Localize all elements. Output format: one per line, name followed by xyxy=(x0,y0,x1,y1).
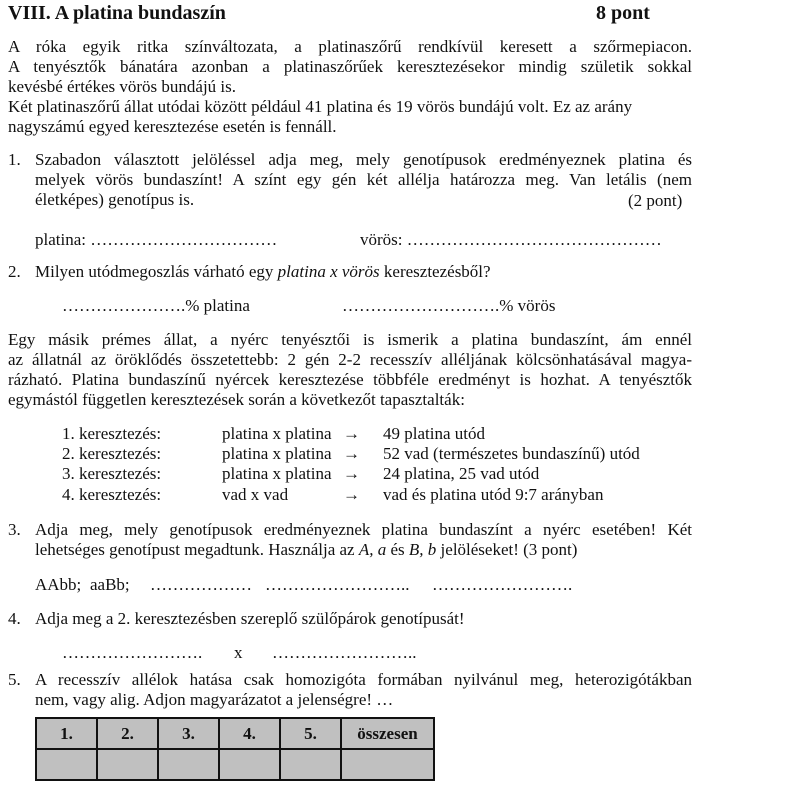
question-2-text xyxy=(35,262,491,282)
cross-parents: platina x platina xyxy=(222,444,332,463)
score-value-cell[interactable] xyxy=(219,749,280,780)
score-header-cell: 4. xyxy=(219,718,280,749)
cross-label: 1. keresztezés: xyxy=(62,424,162,443)
question-2-number: 2. xyxy=(8,262,21,281)
question-4-text: Adja meg a 2. keresztezésben szereplő szülőpárok genotípusát! xyxy=(35,609,465,628)
intro-line: A tenyésztők bánatára azonban a platinaszőrűek keresztezésekor mindig születik sokkal xyxy=(8,57,692,76)
score-value-cell[interactable] xyxy=(158,749,219,780)
arrow-right-icon: → xyxy=(343,485,360,504)
cross-result: 24 platina, 25 vad utód xyxy=(383,464,540,483)
intro-line: Két platinaszőrű állat utódai között például 41 platina és 19 vörös bundájú volt. Ez az arány xyxy=(8,97,633,116)
score-header-cell: összesen xyxy=(341,718,434,749)
question-4-number: 4. xyxy=(8,609,21,628)
question-1-line: Szabadon választott jelöléssel adja meg, mely genotípusok eredményeznek platina és xyxy=(35,150,692,169)
section-points: 8 pont xyxy=(596,2,650,24)
cross-symbol: x xyxy=(234,643,243,662)
mink-line: egymástól független keresztezések során a következőt tapasztalták: xyxy=(8,390,465,409)
score-value-cell[interactable] xyxy=(36,749,97,780)
question-3-line: Adja meg, mely genotípusok eredményeznek platina bundaszínt a nyérc esetében! Két xyxy=(35,520,692,539)
mink-line: rázható. Platina bundaszínű nyércek keresztezése többféle eredményt is hozhat. A tenyésztők xyxy=(8,370,692,389)
score-table xyxy=(35,717,435,781)
genotype-answer-blank[interactable]: ……………… xyxy=(150,575,252,594)
intro-line: kevésbé értékes vörös bundájú is. xyxy=(8,77,237,96)
intro-paragraph xyxy=(8,37,692,137)
given-genotype: AAbb; xyxy=(35,575,82,594)
cross-label: 2. keresztezés: xyxy=(62,444,162,463)
score-header-cell: 5. xyxy=(280,718,341,749)
score-table-value-row xyxy=(36,749,434,780)
q2-text-part: keresztezésből? xyxy=(379,262,491,281)
cross-result: vad és platina utód 9:7 arányban xyxy=(383,485,604,504)
cross-result: 52 vad (természetes bundaszínű) utód xyxy=(383,444,640,463)
q3-text-part: és xyxy=(386,540,409,559)
cross-parents: vad x vad xyxy=(222,485,289,504)
answer-platina-field[interactable]: platina: …………………………… xyxy=(35,230,278,249)
question-5-text xyxy=(35,670,692,710)
mink-paragraph xyxy=(8,330,692,410)
question-1-line: melyek vörös bundaszínt! A színt egy gén két allélja határozza meg. Van letális (nem xyxy=(35,170,692,189)
question-3-number: 3. xyxy=(8,520,21,539)
genotype-answer-blank[interactable]: ……………………. xyxy=(432,575,573,594)
given-genotype: aaBb; xyxy=(90,575,130,594)
arrow-right-icon: → xyxy=(343,444,360,463)
q2-text-italic: platina x vörös xyxy=(277,262,380,281)
intro-line: A róka egyik ritka színváltozata, a platinaszőrű rendkívül keresett a szőrmepiacon. xyxy=(8,37,692,56)
question-5-line: nem, vagy alig. Adjon magyarázatot a jelenségre! … xyxy=(35,690,394,709)
parent-genotype-blank-right[interactable]: …………………….. xyxy=(272,643,417,662)
score-value-cell[interactable] xyxy=(280,749,341,780)
question-3-line xyxy=(35,540,692,560)
score-table-header-row xyxy=(36,718,434,749)
question-1-line: életképes) genotípus is. xyxy=(35,190,195,209)
score-header-cell: 2. xyxy=(97,718,158,749)
question-5-number: 5. xyxy=(8,670,21,689)
answer-percent-voros[interactable]: ……………………….% vörös xyxy=(342,296,556,315)
score-header-cell: 3. xyxy=(158,718,219,749)
q3-text-italic: A, a xyxy=(358,540,387,559)
genotype-answer-blank[interactable]: …………………….. xyxy=(265,575,410,594)
parent-genotype-blank-left[interactable]: ……………………. xyxy=(62,643,203,662)
cross-parents: platina x platina xyxy=(222,424,332,443)
q3-text-part: lehetséges genotípust megadtunk. Használja az xyxy=(35,540,359,559)
cross-result: 49 platina utód xyxy=(383,424,485,443)
cross-label: 3. keresztezés: xyxy=(62,464,162,483)
cross-parents: platina x platina xyxy=(222,464,332,483)
cross-label: 4. keresztezés: xyxy=(62,485,162,504)
score-value-cell[interactable] xyxy=(97,749,158,780)
question-1-points: (2 pont) xyxy=(628,191,683,210)
question-1-number: 1. xyxy=(8,150,21,169)
intro-line: nagyszámú egyed keresztezése esetén is fennáll. xyxy=(8,117,337,136)
section-title: VIII. A platina bundaszín xyxy=(8,2,226,24)
question-5-line: A recesszív allélok hatása csak homozigóta formában nyilvánul meg, heterozigótákban xyxy=(35,670,692,689)
answer-percent-platina[interactable]: ………………….% platina xyxy=(62,296,250,315)
mink-line: az állatnál az öröklődés összetettebb: 2 gén 2-2 recesszív alléljának kölcsönhatásával magya- xyxy=(8,350,692,369)
q3-text-italic: B, b xyxy=(408,540,437,559)
score-header-cell: 1. xyxy=(36,718,97,749)
arrow-right-icon: → xyxy=(343,424,360,443)
question-3-text xyxy=(35,520,692,560)
score-value-cell[interactable] xyxy=(341,749,434,780)
answer-voros-field[interactable]: vörös: ……………………………………… xyxy=(360,230,662,249)
mink-line: Egy másik prémes állat, a nyérc tenyésztői is ismerik a platina bundaszínt, ám ennél xyxy=(8,330,692,349)
q3-text-part: jelöléseket! (3 pont) xyxy=(436,540,578,559)
question-1-text xyxy=(35,150,692,210)
q2-text-part: Milyen utódmegoszlás várható egy xyxy=(35,262,278,281)
arrow-right-icon: → xyxy=(343,464,360,483)
